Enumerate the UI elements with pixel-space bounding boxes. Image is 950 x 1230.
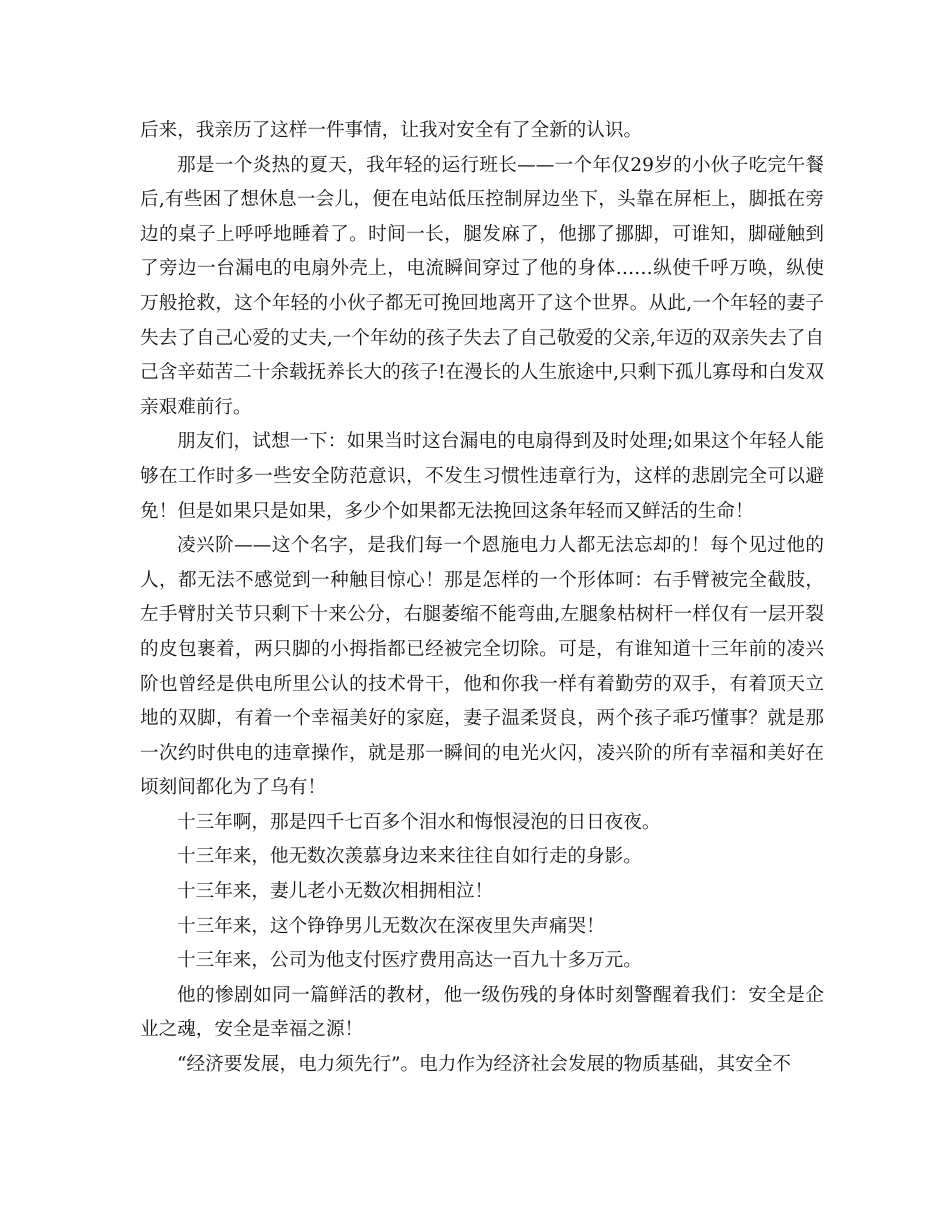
paragraph: “经济要发展，电力须先行”。电力作为经济社会发展的物质基础，其安全不 [177, 1054, 792, 1076]
paragraph: 十三年来，他无数次羡慕身边来来往往自如行走的身影。 [177, 846, 642, 868]
paragraph: 十三年来，妻儿老小无数次相拥相泣！ [177, 881, 494, 903]
paragraph: 他的惨剧如同一篇鲜活的教材，他一级伤残的身体时刻警醒着我们：安全是企业之魂，安全是幸福之源！ [140, 984, 824, 1041]
document-body [140, 114, 824, 1083]
paragraph: 后来，我亲历了这样一件事情，让我对安全有了全新的认识。 [140, 120, 643, 141]
paragraph: 朋友们，试想一下：如果当时这台漏电的电扇得到及时处理;如果这个年轻人能够在工作时多一些安全防范意识，不发生习惯性违章行为，这样的悲剧完全可以避免！但是如果只是如果，多少个如果都无法挽回这条年轻而又鲜活的生命！ [140, 431, 824, 522]
paragraph: 十三年来，公司为他支付医疗费用高达一百九十多万元。 [177, 950, 642, 972]
paragraph: 凌兴阶——这个名字，是我们每一个恩施电力人都无法忘却的！每个见过他的人，都无法不感觉到一种触目惊心！那是怎样的一个形体呵：右手臂被完全截肢，左手臂肘关节只剩下十来公分，右腿萎缩不能弯曲,左腿象枯树杆一样仅有一层开裂的皮包裹着，两只脚的小拇指都已经被完全切除。可是，有谁知道十三年前的凌兴阶也曾经是供电所里公认的技术骨干，他和你我一样有着勤劳的双手，有着顶天立地的双脚，有着一个幸福美好的家庭，妻子温柔贤良，两个孩子乖巧懂事？就是那一次约时供电的违章操作，就是那一瞬间的电光火闪，凌兴阶的所有幸福和美好在顷刻间都化为了乌有！ [140, 535, 824, 799]
paragraph: 十三年来，这个铮铮男儿无数次在深夜里失声痛哭！ [177, 915, 605, 937]
paragraph: 十三年啊，那是四千七百多个泪水和悔恨浸泡的日日夜夜。 [177, 811, 661, 833]
paragraph: 那是一个炎热的夏天，我年轻的运行班长——一个年仅29岁的小伙子吃完午餐后,有些困了想休息一会儿，便在电站低压控制屏边坐下，头靠在屏柜上，脚抵在旁边的桌子上呼呼地睡着了。时间一长，腿发麻了，他挪了挪脚，可谁知，脚碰触到了旁边一台漏电的电扇外壳上，电流瞬间穿过了他的身体……纵使千呼万唤，纵使万般抢救，这个年轻的小伙子都无可挽回地离开了这个世界。从此,一个年轻的妻子失去了自己心爱的丈夫,一个年幼的孩子失去了自己敬爱的父亲,年迈的双亲失去了自己含辛茹苦二十余载抚养长大的孩子!在漫长的人生旅途中,只剩下孤儿寡母和白发双亲艰难前行。 [140, 154, 824, 418]
